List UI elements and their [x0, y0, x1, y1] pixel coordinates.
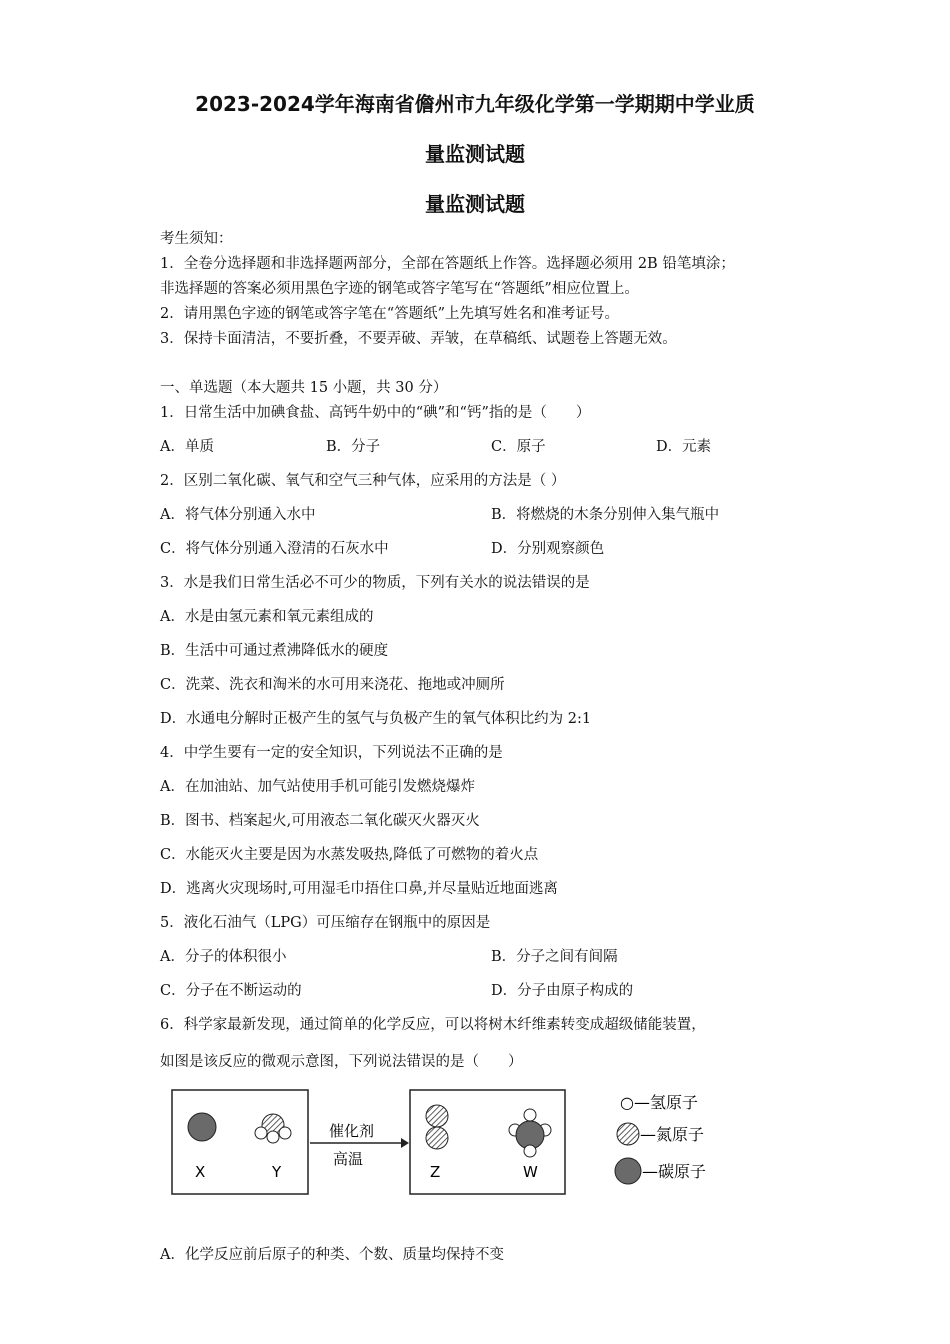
q4-option-a: A．在加油站、加气站使用手机可能引发燃烧爆炸 — [160, 779, 475, 795]
arrow-head — [401, 1138, 409, 1148]
label-y: Y — [272, 1163, 282, 1181]
question-6-stem-line-1: 6．科学家最新发现，通过简单的化学反应，可以将树木纤维素转变成超级储能装置， — [160, 1017, 706, 1033]
label-x: X — [195, 1163, 206, 1181]
legend-carbon-swatch — [615, 1158, 641, 1184]
question-3-stem: 3．水是我们日常生活必不可少的物质，下列有关水的说法错误的是 — [160, 575, 590, 591]
arrow-label-catalyst: 催化剂 — [329, 1122, 375, 1140]
question-6-stem-line-2: 如图是该反应的微观示意图，下列说法错误的是（ ） — [160, 1054, 523, 1070]
legend-carbon: —碳原子 — [642, 1162, 707, 1181]
q3-option-c: C．洗菜、洗衣和淘米的水可用来浇花、拖地或冲厕所 — [160, 677, 505, 693]
legend-hydrogen: ○—氢原子 — [620, 1093, 698, 1112]
q6-option-a: A．化学反应前后原子的种类、个数、质量均保持不变 — [160, 1247, 504, 1263]
reactant-box — [172, 1090, 308, 1194]
q2-option-d: D．分别观察颜色 — [491, 541, 605, 557]
legend-nitrogen: —氮原子 — [640, 1125, 705, 1144]
hydrogen-atom — [255, 1127, 267, 1139]
question-4-stem: 4．中学生要有一定的安全知识，下列说法不正确的是 — [160, 745, 503, 761]
arrow-label-high-temp: 高温 — [333, 1150, 364, 1168]
q5-option-b: B．分子之间有间隔 — [491, 949, 618, 965]
q1-option-d: D．元素 — [656, 439, 712, 455]
q2-option-a: A．将气体分别通入水中 — [160, 507, 316, 523]
q4-option-c: C．水能灭火主要是因为水蒸发吸热,降低了可燃物的着火点 — [160, 847, 539, 863]
hydrogen-atom — [279, 1127, 291, 1139]
hydrogen-atom — [524, 1109, 536, 1121]
q3-option-d: D．水通电分解时正极产生的氢气与负极产生的氧气体积比约为 2:1 — [160, 711, 592, 727]
exam-title-line-2: 量监测试题 — [425, 142, 525, 166]
exam-title-line-3: 量监测试题 — [425, 192, 525, 216]
q2-option-b: B．将燃烧的木条分别伸入集气瓶中 — [491, 507, 720, 523]
q3-option-b: B．生活中可通过煮沸降低水的硬度 — [160, 643, 389, 659]
notice-item: 非选择题的答案必须用黑色字迹的钢笔或答字笔写在“答题纸”相应位置上。 — [160, 281, 639, 297]
q4-option-b: B．图书、档案起火,可用液态二氧化碳灭火器灭火 — [160, 813, 480, 829]
hydrogen-atom — [267, 1131, 279, 1143]
q3-option-a: A．水是由氢元素和氧元素组成的 — [160, 609, 374, 625]
question-1-stem: 1．日常生活中加碘食盐、高钙牛奶中的“碘”和“钙”指的是（ ） — [160, 405, 591, 421]
q1-option-c: C．原子 — [491, 439, 546, 455]
hydrogen-atom — [524, 1145, 536, 1157]
notice-item: 2．请用黑色字迹的钢笔或答字笔在“答题纸”上先填写姓名和准考证号。 — [160, 306, 620, 322]
label-w: W — [523, 1163, 538, 1181]
legend-nitrogen-swatch — [617, 1123, 639, 1145]
notice-item: 3．保持卡面清洁，不要折叠，不要弄破、弄皱，在草稿纸、试题卷上答题无效。 — [160, 331, 677, 347]
notice-heading: 考生须知： — [160, 231, 233, 247]
section-heading: 一、单选题（本大题共 15 小题，共 30 分） — [160, 380, 448, 396]
question-5-stem: 5．液化石油气（LPG）可压缩存在钢瓶中的原因是 — [160, 915, 491, 931]
q2-option-c: C．将气体分别通入澄清的石灰水中 — [160, 541, 389, 557]
label-z: Z — [430, 1163, 441, 1181]
q1-option-a: A．单质 — [160, 439, 214, 455]
exam-title-line-1: 2023-2024学年海南省儋州市九年级化学第一学期期中学业质 — [195, 92, 755, 116]
q5-option-c: C．分子在不断运动的 — [160, 983, 302, 999]
nitrogen-atom-z — [426, 1105, 448, 1127]
q5-option-d: D．分子由原子构成的 — [491, 983, 634, 999]
nitrogen-atom-z — [426, 1127, 448, 1149]
q5-option-a: A．分子的体积很小 — [160, 949, 287, 965]
carbon-atom-x — [188, 1113, 216, 1141]
q1-option-b: B．分子 — [326, 439, 381, 455]
notice-item: 1．全卷分选择题和非选择题两部分，全部在答题纸上作答。选择题必须用 2B 铅笔填涂； — [160, 256, 735, 272]
q4-option-d: D．逃离火灾现场时,可用湿毛巾捂住口鼻,并尽量贴近地面逃离 — [160, 881, 558, 897]
question-2-stem: 2．区别二氧化碳、氧气和空气三种气体，应采用的方法是（ ） — [160, 473, 566, 489]
reaction-diagram — [165, 1080, 725, 1205]
